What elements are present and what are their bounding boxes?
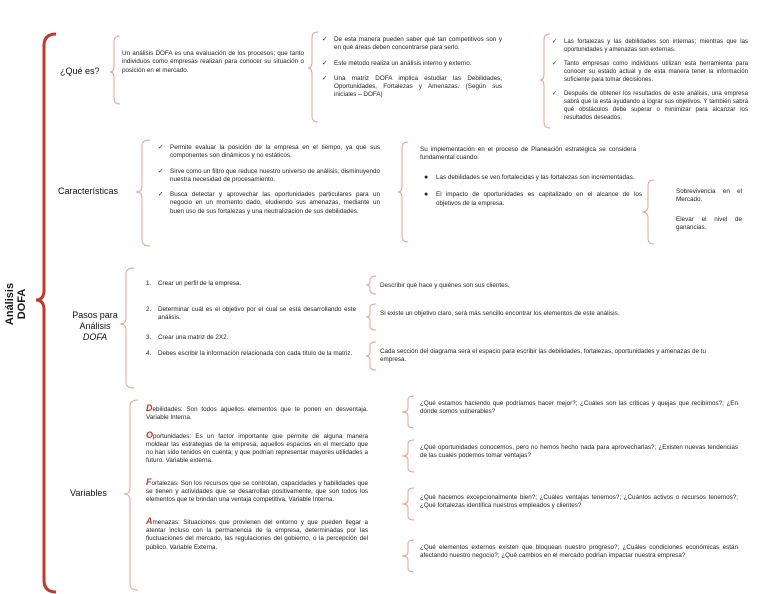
que-es-definition-text: Un análisis DOFA es una evaluación de los procesos; que tanto individuos como empresas realizan para conocer su situación o posición en el mercado. <box>122 50 304 74</box>
bullet-dot-icon: ● <box>424 191 429 199</box>
check-icon: ✓ <box>322 74 328 82</box>
list-item: ✓ Una matriz DOFA implica estudiar las Debilidades, Oportunidades, Fortalezas y Amenazas. (Según sus iniciales – DOFA) <box>322 74 502 99</box>
variable-cap-letter: A <box>146 515 153 526</box>
que-es-brace <box>110 36 120 104</box>
list-item: ✓ Este método realiza un análisis interno y externo. <box>322 59 472 67</box>
main-brace <box>36 34 56 592</box>
pasos-label-line3: DOFA <box>82 332 108 342</box>
list-item: ✓ Tanto empresas como individuos utilizan esta herramienta para conocer su estado actual y de esta manera tener la información suficiente para tomar decisiones. <box>552 60 748 83</box>
var-q2-brace <box>402 440 414 472</box>
check-icon: ✓ <box>158 167 164 175</box>
variables-label: Variables <box>70 488 107 498</box>
step-1 <box>146 280 356 288</box>
variable-question-2: ¿Qué oportunidades conocemos, pero no hemos hecho nada para aprovecharlas?; ¿Existen nuevas tendencias de las cuales podemos tomar ventajas? <box>420 444 738 460</box>
step-4 <box>146 350 356 358</box>
que-es-definition <box>122 50 304 75</box>
variable-text: portunidades: Es un factor importante que permite de alguna manera moldear las estrategias de la empresa, aquellos espacios en el mercado que no han sido tenidos en cuenta; y que podrían representar mayores utilidades a futuro. Variable externa. <box>146 432 368 465</box>
check-icon: ✓ <box>552 60 558 67</box>
root-title <box>4 274 28 334</box>
variable-cap-letter: O <box>146 429 154 440</box>
planning-points <box>424 174 642 214</box>
step-4-num: 4. <box>146 350 152 357</box>
variable-question-1: ¿Qué estamos haciendo que podríamos hacer mejor?; ¿Cuáles son las críticas y quejas que recibimos?; ¿En dónde somos vulnerables? <box>420 400 738 416</box>
list-item: ✓ De esta manera pueden saber qué tan competitivos son y en qué áreas deben concentrarse para serlo. <box>322 36 502 52</box>
list-item: ✓ Después de obtener los resultados de este análisis, una empresa sabrá qué la está ayudando a lograr sus objetivos. Y también sabrá qué obstáculos debe superar o minimizar para alcanzar los resultados deseados. <box>552 90 748 121</box>
variable-debilidades <box>146 404 368 423</box>
check-icon: ✓ <box>552 38 558 45</box>
check-icon: ✓ <box>322 36 328 43</box>
variable-text: ortalezas: Son los recursos que se controlan, capacidades y habilidades que se tienen y actividades que se desarrollan positivamente, que son todos los elementos que te brindan una ventaja competitiva. Variable Interna. <box>146 479 368 504</box>
variable-cap-letter: F <box>146 476 152 487</box>
list-item: ✓ Las fortalezas y las debilidades son internas; mientras que las oportunidades y amenazas son externas. <box>552 38 748 53</box>
variable-text: menazas: Situaciones que provienen del entorno y que pueden llegar a atentar incluso con la permanencia de la empresa, determinadas por las fluctuaciones del mercado, las regulaciones del gobierno, o la percepción del público. Variable Externa. <box>146 518 368 551</box>
caracteristicas-label: Características <box>58 186 119 196</box>
variable-oportunidades <box>146 431 368 466</box>
step-2-text: Determinar cuál es el objetivo por el cual se está desarrollando este análisis. <box>158 306 356 322</box>
list-item: ● El impacto de oportunidades es capitalizado en el alcance de los objetivos de la empresa. <box>424 191 642 207</box>
step-2-num: 2. <box>146 306 152 313</box>
variable-question-4: ¿Qué elementos externos existen que bloquean nuestro progreso?; ¿Cuáles condiciones económicas están afectando nuestro negocio?; ¿Qué cambios en el mercado podrían impactar nuestra empresa? <box>420 544 738 560</box>
planning-brace <box>398 142 408 242</box>
var-q1-brace <box>402 396 414 428</box>
list-item: ✓ Permite evaluar la posición de la empresa en el tiempo, ya que sus componentes son dinámicos y no estáticos. <box>158 144 380 160</box>
step-2 <box>146 306 356 323</box>
pasos-label-line1: Pasos para <box>72 310 118 320</box>
pasos-label-line2: Análisis <box>79 321 111 331</box>
caract-brace <box>136 140 150 246</box>
step-note-1: Describir qué hace y quiénes son sus clientes. <box>380 282 510 289</box>
list-item: ● Las debilidades se ven fortalecidas y las fortalezas son incrementadas. <box>424 174 635 181</box>
variable-cap-letter: D <box>146 403 153 413</box>
outcomes-brace <box>642 180 654 244</box>
step-4-text: Debes escribir la información relacionada con cada título de la matriz. <box>158 350 353 357</box>
planning-intro: Su implementación en el proceso de Planeación estratégica se considera fundamental cuando: <box>420 146 636 162</box>
caract-points <box>158 144 380 242</box>
step-1-num: 1. <box>146 280 152 287</box>
step-3-text: Crear una matriz de 2X2. <box>158 334 229 341</box>
step4-brace <box>366 342 376 370</box>
step-note-2: Si existe un objetivo claro, será más sencillo encontrar los elementos de este análisis. <box>380 310 620 317</box>
step1-brace <box>366 276 376 294</box>
var-q3-brace <box>402 488 414 520</box>
que-es-details-brace <box>540 34 550 128</box>
list-item: ✓ Sirve como un filtro que reduce nuestro universo de análisis, disminuyendo nuestra necesidad de procesamiento. <box>158 167 380 183</box>
check-icon: ✓ <box>552 90 558 97</box>
var-q4-brace <box>402 540 414 572</box>
outcome-2: Elevar el nivel de ganancias. <box>676 216 742 232</box>
root-title-line2: DOFA <box>16 288 28 320</box>
variables-brace <box>124 400 138 590</box>
que-es-points-brace <box>308 32 318 122</box>
step-3-num: 3. <box>146 334 152 341</box>
step-note-3: Cada sección del diagrama será el espacio para escribir las debilidades, fortalezas, oportunidades y amenazas de tu empresa. <box>380 348 706 364</box>
step2-brace <box>366 304 376 330</box>
que-es-label: ¿Qué es? <box>60 66 100 76</box>
outcome-1: Sobrevivencia en el Mercado. <box>676 188 742 204</box>
pasos-label <box>66 310 124 343</box>
step-1-text: Crear un perfil de la empresa. <box>158 280 242 287</box>
variables-list <box>146 404 368 559</box>
variable-question-3: ¿Qué hacemos excepcionalmente bien?; ¿Cuáles ventajas tenemos?; ¿Cuántos activos o recursos tenemos?; ¿Qué fortalezas identifica nuestros empleados y clientes? <box>420 494 738 510</box>
variable-text: ebilidades: Son todos aquellos elementos que te ponen en desventaja. Variable Interna. <box>146 406 368 422</box>
check-icon: ✓ <box>158 144 164 151</box>
root-title-line1: Análisis <box>4 282 16 326</box>
list-item: ✓ Busca detectar y aprovechar las oportunidades particulares para un negocio en un momento dado, eludiendo sus amenazas, mediante un buen uso de sus fortalezas y una neutralización de sus debilidades. <box>158 191 380 215</box>
variable-amenazas <box>146 517 368 552</box>
step-3 <box>146 334 356 342</box>
que-es-details <box>552 38 748 128</box>
que-es-points <box>322 36 502 106</box>
variable-fortalezas <box>146 478 368 505</box>
check-icon: ✓ <box>158 191 164 199</box>
bullet-dot-icon: ● <box>424 174 429 181</box>
check-icon: ✓ <box>322 59 328 67</box>
